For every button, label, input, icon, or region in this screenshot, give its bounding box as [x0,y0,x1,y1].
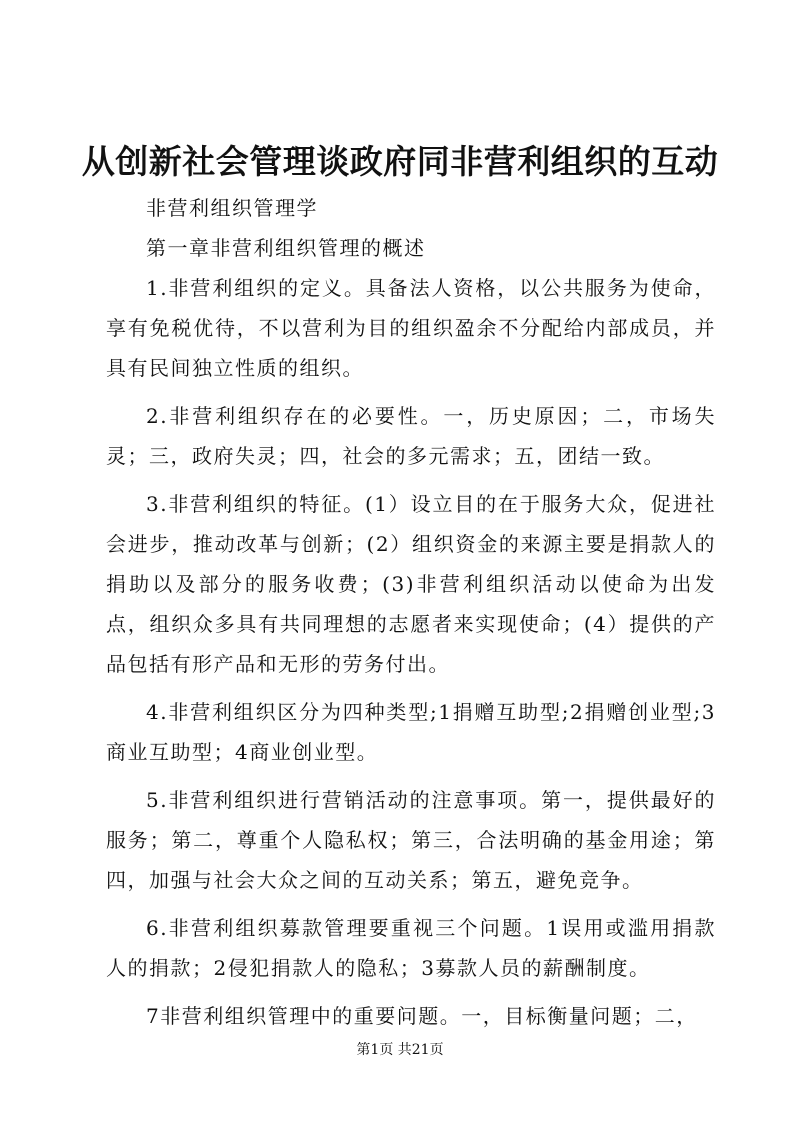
paragraph-chapter-heading: 第一章非营利组织管理的概述 [146,236,426,260]
paragraph-item-3: 3.非营利组织的特征。(1）设立目的在于服务大众，促进社会进步，推动改革与创新；(2）组织资金的来源主要是捐款人的捐助以及部分的服务收费；(3)非营利组织活动以使命为出发点，组织众多具有共同理想的志愿者来实现使命；(4）提供的产品包括有形产品和无形的劳务付出。 [106,492,716,676]
paragraph-item-7: 7非营利组织管理中的重要问题。一，目标衡量问题；二， [146,1004,698,1028]
paragraph-item-2: 2.非营利组织存在的必要性。一，历史原因；二，市场失灵；三，政府失灵；四，社会的多元需求；五，团结一致。 [106,404,716,468]
paragraph-item-4: 4.非营利组织区分为四种类型;1捐赠互助型;2捐赠创业型;3商业互助型；4商业创业型。 [106,700,716,764]
paragraph-item-5: 5.非营利组织进行营销活动的注意事项。第一，提供最好的服务；第二，尊重个人隐私权；第三，合法明确的基金用途；第四，加强与社会大众之间的互动关系；第五，避免竞争。 [106,788,716,892]
paragraph-item-6: 6.非营利组织募款管理要重视三个问题。1误用或滥用捐款人的捐款；2侵犯捐款人的隐私；3募款人员的薪酬制度。 [106,916,716,980]
page-footer: 第1页 共21页 [356,1042,444,1058]
document-body [106,188,716,1036]
paragraph-item-1: 1.非营利组织的定义。具备法人资格，以公共服务为使命，享有免税优待，不以营利为目的组织盈余不分配给内部成员，并具有民间独立性质的组织。 [106,276,716,380]
document-title: 从创新社会管理谈政府同非营利组织的互动 [81,142,719,181]
paragraph-subtitle: 非营利组织管理学 [146,196,318,220]
